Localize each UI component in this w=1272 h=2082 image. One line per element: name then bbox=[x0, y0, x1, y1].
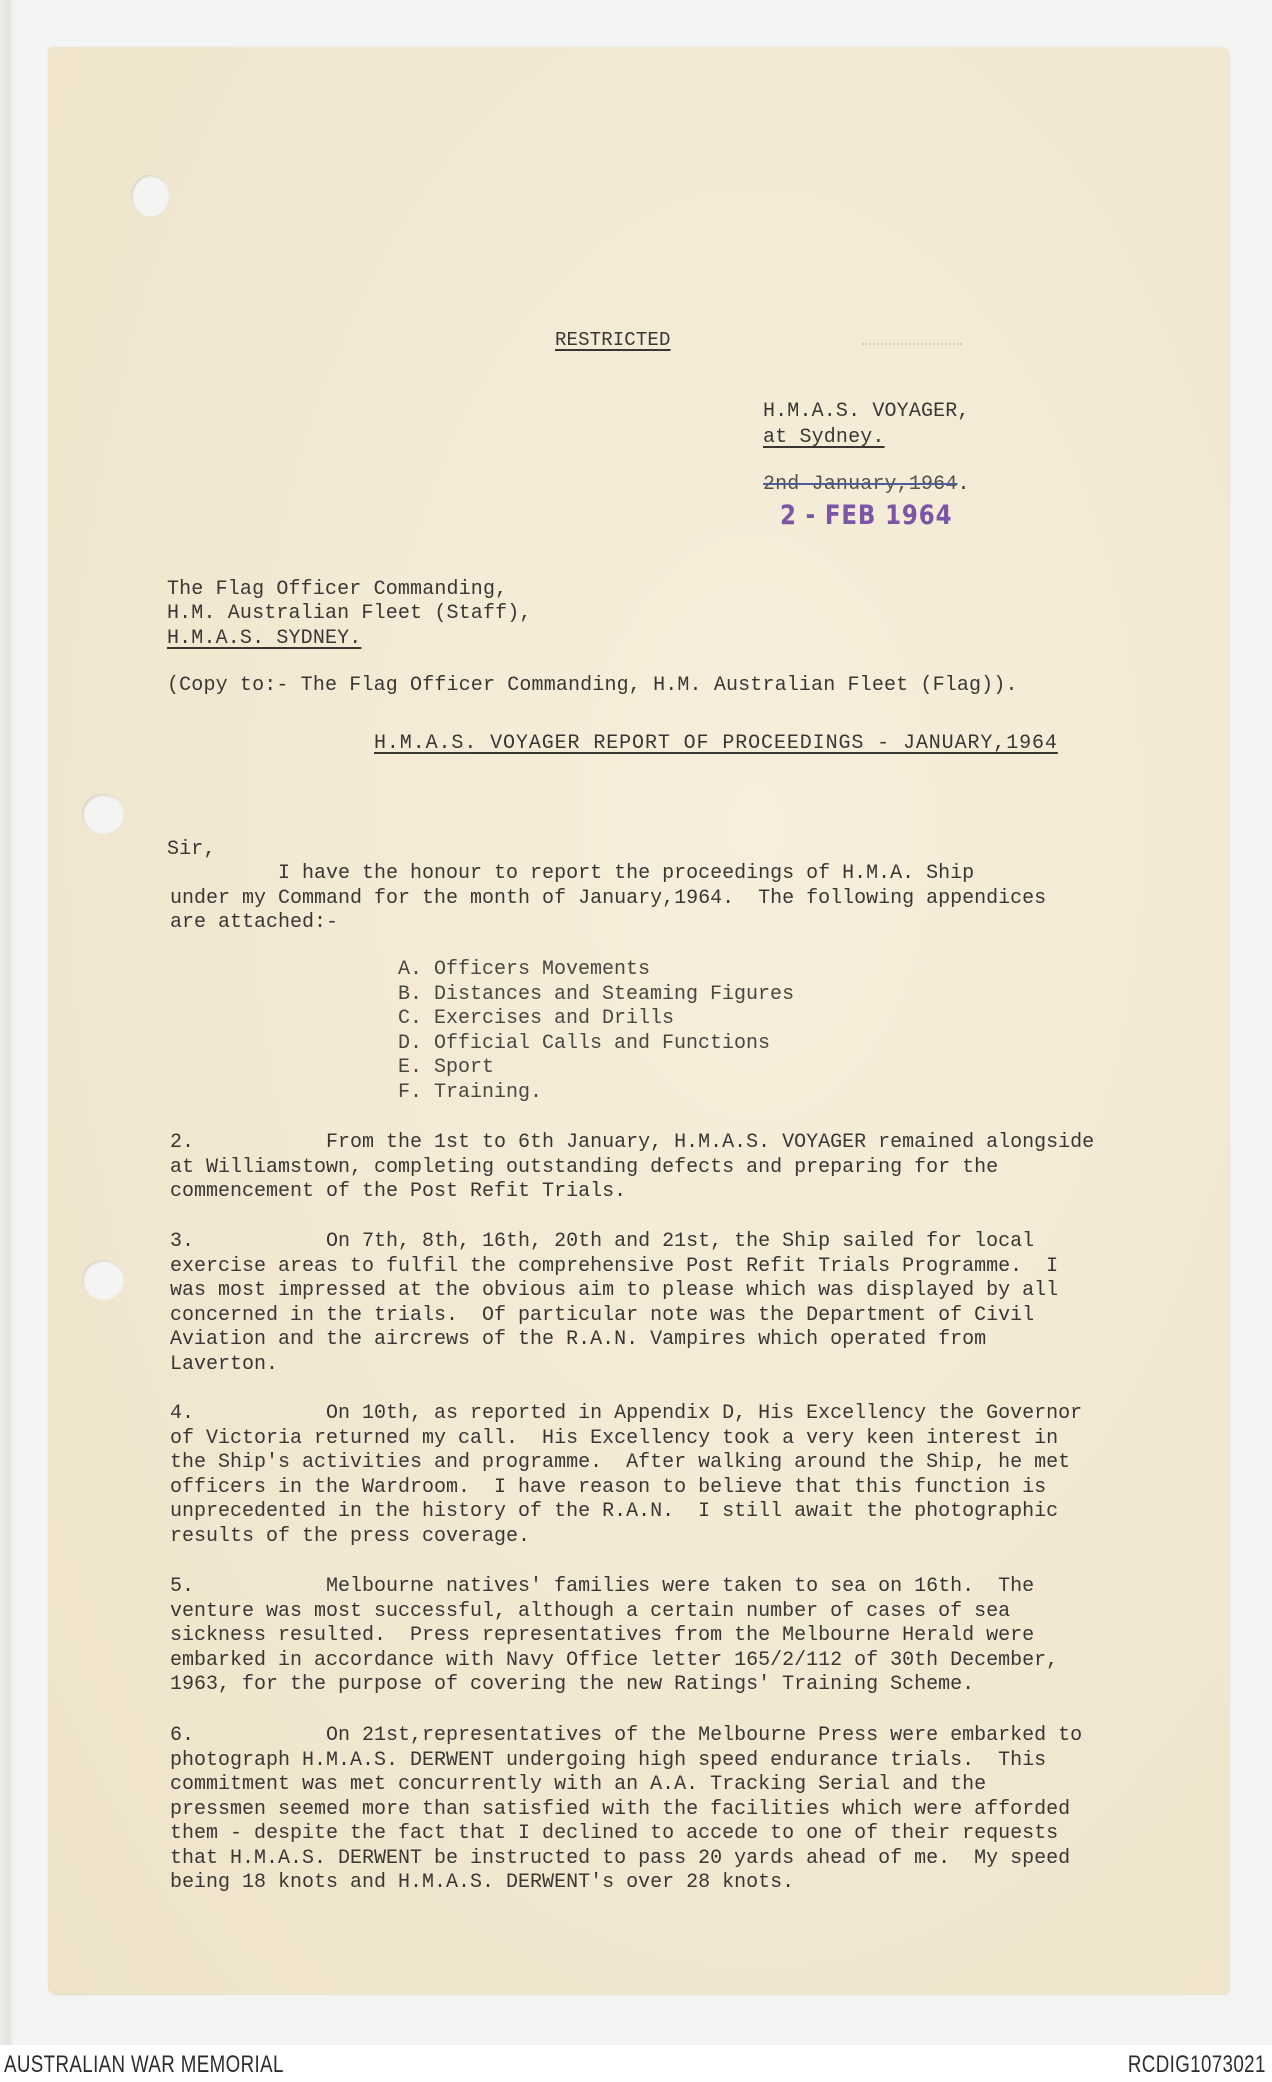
paragraph-3-line: Aviation and the aircrews of the R.A.N. Vampires which operated from bbox=[170, 1328, 987, 1351]
paragraph-1-line: under my Command for the month of January,1964. The following appendices bbox=[170, 886, 1047, 910]
paragraph-5-line: 5. Melbourne natives' families were taken to sea on 16th. The bbox=[170, 1575, 1035, 1598]
struck-original-date: 2nd January,1964 bbox=[763, 473, 958, 496]
scan-background-edge bbox=[0, 0, 14, 2045]
paragraph-3-line: concerned in the trials. Of particular note was the Department of Civil bbox=[170, 1303, 1035, 1327]
paragraph-6-line: them - despite the fact that I declined to accede to one of their requests bbox=[170, 1822, 1059, 1845]
paragraph-5-line: sickness resulted. Press representatives from the Melbourne Herald were bbox=[170, 1624, 1035, 1647]
paragraph-1-line: are attached:- bbox=[170, 911, 339, 934]
paragraph-4-line: the Ship's activities and programme. After walking around the Ship, he met bbox=[170, 1451, 1071, 1474]
appendix-item: D. Official Calls and Functions bbox=[398, 1031, 771, 1055]
classification-heading: RESTRICTED bbox=[555, 329, 671, 351]
faint-dotted-mark bbox=[862, 343, 962, 345]
archive-reference-id: RCDIG1073021 bbox=[1128, 2051, 1266, 2078]
paragraph-6-line: being 18 knots and H.M.A.S. DERWENT's over 28 knots. bbox=[170, 1871, 795, 1894]
salutation: Sir, bbox=[167, 838, 216, 861]
addressee-line-1: The Flag Officer Commanding, bbox=[167, 578, 508, 601]
paragraph-5-line: embarked in accordance with Navy Office letter 165/2/112 of 30th December, bbox=[170, 1648, 1059, 1672]
paragraph-2 bbox=[170, 1131, 1130, 1205]
paragraph-5-line: 1963, for the purpose of covering the new Ratings' Training Scheme. bbox=[170, 1673, 975, 1696]
paragraph-3-line: Laverton. bbox=[170, 1352, 279, 1376]
paragraph-5-line: venture was most successful, although a certain number of cases of sea bbox=[170, 1599, 1011, 1623]
original-date-line bbox=[763, 473, 970, 498]
appendix-item: C. Exercises and Drills bbox=[398, 1007, 675, 1030]
copy-to-line: (Copy to:- The Flag Officer Commanding, H.M. Australian Fleet (Flag)). bbox=[167, 674, 1018, 697]
appendix-list bbox=[398, 958, 794, 1105]
sender-ship: H.M.A.S. VOYAGER, bbox=[763, 400, 970, 423]
paragraph-6-line: that H.M.A.S. DERWENT be instructed to pass 20 yards ahead of me. My speed bbox=[170, 1846, 1071, 1870]
paragraph-6-line: commitment was met concurrently with an A.A. Tracking Serial and the bbox=[170, 1773, 987, 1796]
date-received-stamp: 2 - FEB 1964 bbox=[780, 500, 953, 531]
paragraph-6-line: pressmen seemed more than satisfied with the facilities which were afforded bbox=[170, 1797, 1071, 1821]
paragraph-1 bbox=[170, 862, 1130, 936]
addressee-line-2: H.M. Australian Fleet (Staff), bbox=[167, 602, 532, 625]
paragraph-5 bbox=[170, 1575, 1130, 1698]
paragraph-6 bbox=[170, 1724, 1130, 1896]
paragraph-4 bbox=[170, 1402, 1130, 1549]
archive-name: AUSTRALIAN WAR MEMORIAL bbox=[4, 2051, 284, 2078]
paragraph-3-line: 3. On 7th, 8th, 16th, 20th and 21st, the Ship sailed for local bbox=[170, 1230, 1035, 1253]
archive-footer bbox=[0, 2045, 1272, 2082]
punch-hole-bottom bbox=[82, 1260, 124, 1300]
appendix-item: F. Training. bbox=[398, 1080, 543, 1104]
paragraph-4-line: unprecedented in the history of the R.A.N. I still await the photographic bbox=[170, 1500, 1059, 1523]
paragraph-4-line: results of the press coverage. bbox=[170, 1524, 531, 1548]
paragraph-4-line: of Victoria returned my call. His Excellency took a very keen interest in bbox=[170, 1426, 1059, 1450]
appendix-item: A. Officers Movements bbox=[398, 958, 651, 981]
paragraph-4-line: officers in the Wardroom. I have reason to believe that this function is bbox=[170, 1475, 1047, 1499]
report-subject: H.M.A.S. VOYAGER REPORT OF PROCEEDINGS - JANUARY,1964 bbox=[374, 732, 1058, 755]
original-date-period: . bbox=[957, 473, 970, 496]
appendix-item: B. Distances and Steaming Figures bbox=[398, 982, 795, 1006]
paragraph-1-line: I have the honour to report the proceedings of H.M.A. Ship bbox=[170, 862, 975, 885]
paragraph-3-line: exercise areas to fulfil the comprehensive Post Refit Trials Programme. I bbox=[170, 1254, 1059, 1278]
sender-location: at Sydney. bbox=[763, 426, 885, 449]
paragraph-2-line: commencement of the Post Refit Trials. bbox=[170, 1180, 627, 1203]
paragraph-3-line: was most impressed at the obvious aim to please which was displayed by all bbox=[170, 1279, 1059, 1302]
paragraph-2-line: 2. From the 1st to 6th January, H.M.A.S. VOYAGER remained alongside bbox=[170, 1131, 1095, 1154]
punch-hole-top bbox=[131, 175, 169, 217]
paragraph-6-line: 6. On 21st,representatives of the Melbourne Press were embarked to bbox=[170, 1724, 1083, 1747]
paragraph-4-line: 4. On 10th, as reported in Appendix D, His Excellency the Governor bbox=[170, 1402, 1083, 1425]
appendix-item: E. Sport bbox=[398, 1056, 495, 1079]
paragraph-3 bbox=[170, 1230, 1130, 1377]
addressee-line-3: H.M.A.S. SYDNEY. bbox=[167, 627, 362, 650]
paragraph-6-line: photograph H.M.A.S. DERWENT undergoing high speed endurance trials. This bbox=[170, 1748, 1047, 1772]
punch-hole-middle bbox=[82, 794, 124, 834]
paragraph-2-line: at Williamstown, completing outstanding defects and preparing for the bbox=[170, 1155, 999, 1179]
